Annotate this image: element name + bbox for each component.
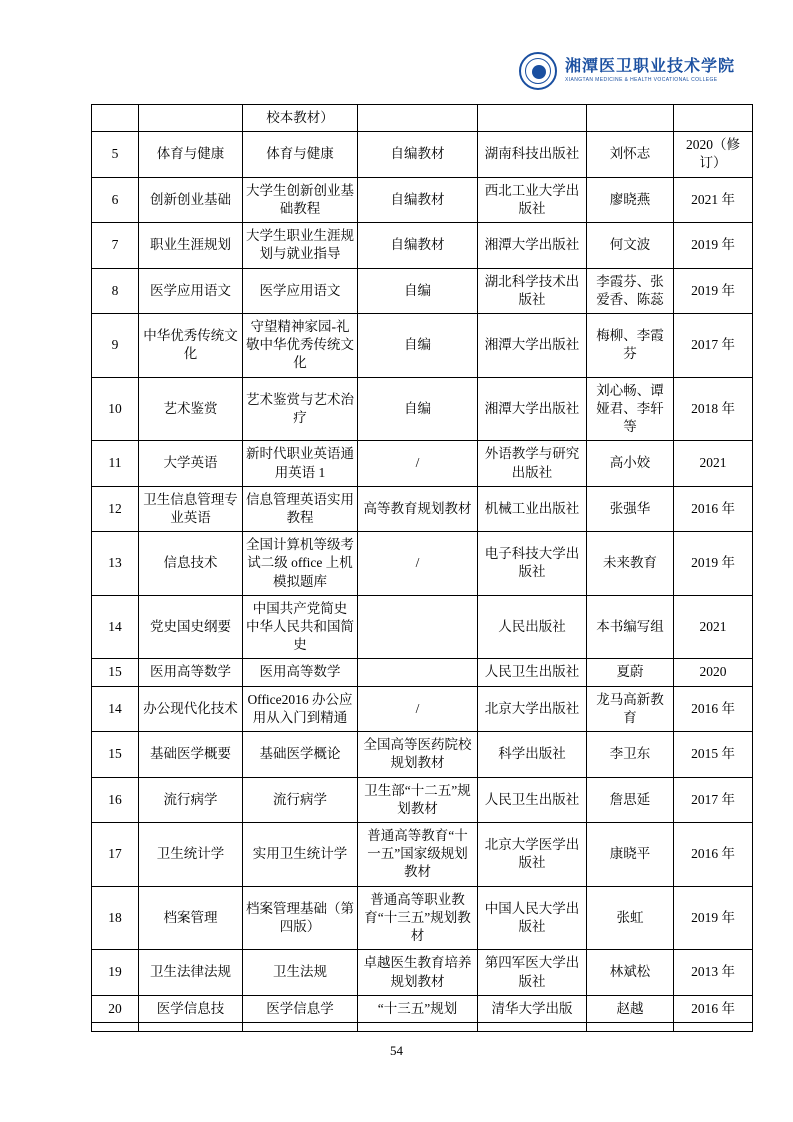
cell-press: 机械工业出版社 bbox=[478, 486, 587, 531]
cell-year: 2020 bbox=[674, 659, 753, 686]
cell-course: 办公现代化技术 bbox=[139, 686, 243, 731]
cell-year: 2019 年 bbox=[674, 268, 753, 313]
cell-book: 艺术鉴赏与艺术治疗 bbox=[243, 377, 358, 441]
cell-course: 信息技术 bbox=[139, 532, 243, 596]
table-row bbox=[92, 995, 753, 1022]
cell-book: 档案管理基础（第四版） bbox=[243, 886, 358, 950]
cell-press: 湖北科学技术出版社 bbox=[478, 268, 587, 313]
cell-type: 高等教育规划教材 bbox=[358, 486, 478, 531]
table-row bbox=[92, 223, 753, 268]
cell-book: 基础医学概论 bbox=[243, 732, 358, 777]
cell-course: 医学应用语文 bbox=[139, 268, 243, 313]
cell-book: 医用高等数学 bbox=[243, 659, 358, 686]
table-row bbox=[92, 659, 753, 686]
cell-year: 2021 bbox=[674, 441, 753, 486]
cell-author: 赵越 bbox=[587, 995, 674, 1022]
cell-no: 14 bbox=[92, 686, 139, 731]
cell-press: 北京大学医学出版社 bbox=[478, 823, 587, 887]
cell-type: / bbox=[358, 532, 478, 596]
cell-press: 湘潭大学出版社 bbox=[478, 377, 587, 441]
cell-no bbox=[92, 1022, 139, 1031]
cell-book: 卫生法规 bbox=[243, 950, 358, 995]
table-row bbox=[92, 686, 753, 731]
cell-no: 19 bbox=[92, 950, 139, 995]
cell-type: 自编教材 bbox=[358, 223, 478, 268]
cell-book: 体育与健康 bbox=[243, 132, 358, 177]
cell-year: 2017 年 bbox=[674, 777, 753, 822]
table-row bbox=[92, 950, 753, 995]
cell-author: 本书编写组 bbox=[587, 595, 674, 659]
cell-book: 新时代职业英语通用英语 1 bbox=[243, 441, 358, 486]
cell-no: 18 bbox=[92, 886, 139, 950]
cell-book: 医学信息学 bbox=[243, 995, 358, 1022]
cell-year: 2018 年 bbox=[674, 377, 753, 441]
cell-year: 2021 年 bbox=[674, 177, 753, 222]
logo-name-en: XIANGTAN MEDICINE & HEALTH VOCATIONAL COLLEGE bbox=[564, 76, 718, 83]
cell-course bbox=[139, 1022, 243, 1031]
cell-book: 医学应用语文 bbox=[243, 268, 358, 313]
cell-book: 全国计算机等级考试二级 office 上机模拟题库 bbox=[243, 532, 358, 596]
cell-author: 龙马高新教育 bbox=[587, 686, 674, 731]
table-row bbox=[92, 486, 753, 531]
cell-no: 15 bbox=[92, 659, 139, 686]
cell-press: 第四军医大学出版社 bbox=[478, 950, 587, 995]
cell-author: 康晓平 bbox=[587, 823, 674, 887]
cell-type: / bbox=[358, 686, 478, 731]
cell-no: 13 bbox=[92, 532, 139, 596]
cell-type: 卓越医生教育培养规划教材 bbox=[358, 950, 478, 995]
cell-year bbox=[674, 105, 753, 132]
cell-no: 9 bbox=[92, 313, 139, 377]
cell-year: 2019 年 bbox=[674, 223, 753, 268]
table-row bbox=[92, 268, 753, 313]
cell-course: 卫生统计学 bbox=[139, 823, 243, 887]
cell-author: 刘心畅、谭娅君、李轩等 bbox=[587, 377, 674, 441]
cell-type bbox=[358, 1022, 478, 1031]
cell-course bbox=[139, 105, 243, 132]
cell-book: 大学生职业生涯规划与就业指导 bbox=[243, 223, 358, 268]
cell-press: 清华大学出版 bbox=[478, 995, 587, 1022]
cell-author: 何文波 bbox=[587, 223, 674, 268]
cell-press: 北京大学出版社 bbox=[478, 686, 587, 731]
cell-no: 10 bbox=[92, 377, 139, 441]
cell-type: 自编 bbox=[358, 313, 478, 377]
cell-course: 流行病学 bbox=[139, 777, 243, 822]
cell-no: 6 bbox=[92, 177, 139, 222]
cell-author: 张强华 bbox=[587, 486, 674, 531]
cell-type: 自编 bbox=[358, 377, 478, 441]
cell-no: 15 bbox=[92, 732, 139, 777]
cell-year: 2016 年 bbox=[674, 486, 753, 531]
table-row bbox=[92, 886, 753, 950]
college-logo bbox=[519, 52, 735, 90]
cell-no: 16 bbox=[92, 777, 139, 822]
cell-press: 西北工业大学出版社 bbox=[478, 177, 587, 222]
cell-type bbox=[358, 105, 478, 132]
cell-no: 12 bbox=[92, 486, 139, 531]
table-row bbox=[92, 377, 753, 441]
logo-name-cn: 湘潭医卫职业技术学院 bbox=[564, 57, 735, 75]
cell-press: 人民出版社 bbox=[478, 595, 587, 659]
cell-author: 梅柳、李霞芬 bbox=[587, 313, 674, 377]
university-seal-icon bbox=[519, 52, 557, 90]
cell-type bbox=[358, 659, 478, 686]
cell-author: 高小姣 bbox=[587, 441, 674, 486]
cell-press: 中国人民大学出版社 bbox=[478, 886, 587, 950]
cell-course: 档案管理 bbox=[139, 886, 243, 950]
table-row bbox=[92, 105, 753, 132]
cell-author: 林斌松 bbox=[587, 950, 674, 995]
cell-no: 7 bbox=[92, 223, 139, 268]
cell-year: 2015 年 bbox=[674, 732, 753, 777]
cell-course: 医用高等数学 bbox=[139, 659, 243, 686]
cell-no: 5 bbox=[92, 132, 139, 177]
cell-no bbox=[92, 105, 139, 132]
cell-type: 普通高等职业教育“十三五”规划教材 bbox=[358, 886, 478, 950]
table-row bbox=[92, 132, 753, 177]
table-row bbox=[92, 823, 753, 887]
page-number: 54 bbox=[390, 1043, 403, 1058]
cell-author: 李卫东 bbox=[587, 732, 674, 777]
cell-course: 职业生涯规划 bbox=[139, 223, 243, 268]
cell-course: 卫生法律法规 bbox=[139, 950, 243, 995]
cell-book: 大学生创新创业基础教程 bbox=[243, 177, 358, 222]
cell-press: 科学出版社 bbox=[478, 732, 587, 777]
cell-course: 体育与健康 bbox=[139, 132, 243, 177]
cell-type bbox=[358, 595, 478, 659]
table-row bbox=[92, 1022, 753, 1031]
cell-no: 8 bbox=[92, 268, 139, 313]
cell-course: 中华优秀传统文化 bbox=[139, 313, 243, 377]
cell-press bbox=[478, 105, 587, 132]
cell-author: 张虹 bbox=[587, 886, 674, 950]
cell-press: 人民卫生出版社 bbox=[478, 659, 587, 686]
cell-course: 党史国史纲要 bbox=[139, 595, 243, 659]
cell-type: “十三五”规划 bbox=[358, 995, 478, 1022]
cell-year: 2021 bbox=[674, 595, 753, 659]
table-row bbox=[92, 313, 753, 377]
cell-book bbox=[243, 1022, 358, 1031]
cell-no: 11 bbox=[92, 441, 139, 486]
cell-author bbox=[587, 1022, 674, 1031]
cell-no: 17 bbox=[92, 823, 139, 887]
cell-year: 2020（修订） bbox=[674, 132, 753, 177]
cell-no: 14 bbox=[92, 595, 139, 659]
table-row bbox=[92, 595, 753, 659]
cell-book: 校本教材） bbox=[243, 105, 358, 132]
cell-year bbox=[674, 1022, 753, 1031]
textbook-table-container bbox=[91, 104, 740, 1032]
cell-type: 自编教材 bbox=[358, 132, 478, 177]
cell-course: 卫生信息管理专业英语 bbox=[139, 486, 243, 531]
cell-course: 大学英语 bbox=[139, 441, 243, 486]
cell-course: 艺术鉴赏 bbox=[139, 377, 243, 441]
cell-year: 2019 年 bbox=[674, 532, 753, 596]
cell-author bbox=[587, 105, 674, 132]
cell-course: 医学信息技 bbox=[139, 995, 243, 1022]
cell-year: 2016 年 bbox=[674, 995, 753, 1022]
cell-press bbox=[478, 1022, 587, 1031]
table-row bbox=[92, 732, 753, 777]
table-row bbox=[92, 532, 753, 596]
table-row bbox=[92, 441, 753, 486]
cell-author: 未来教育 bbox=[587, 532, 674, 596]
cell-book: 信息管理英语实用教程 bbox=[243, 486, 358, 531]
cell-press: 电子科技大学出版社 bbox=[478, 532, 587, 596]
cell-type: 普通高等教育“十一五”国家级规划教材 bbox=[358, 823, 478, 887]
cell-press: 湘潭大学出版社 bbox=[478, 313, 587, 377]
cell-press: 外语教学与研究出版社 bbox=[478, 441, 587, 486]
cell-type: 卫生部“十二五”规划教材 bbox=[358, 777, 478, 822]
cell-author: 詹思延 bbox=[587, 777, 674, 822]
cell-course: 创新创业基础 bbox=[139, 177, 243, 222]
cell-book: 实用卫生统计学 bbox=[243, 823, 358, 887]
cell-type: / bbox=[358, 441, 478, 486]
cell-no: 20 bbox=[92, 995, 139, 1022]
cell-book: Office2016 办公应用从入门到精通 bbox=[243, 686, 358, 731]
cell-author: 夏蔚 bbox=[587, 659, 674, 686]
cell-year: 2017 年 bbox=[674, 313, 753, 377]
cell-author: 李霞芬、张爱香、陈蕊 bbox=[587, 268, 674, 313]
cell-type: 自编 bbox=[358, 268, 478, 313]
cell-press: 湖南科技出版社 bbox=[478, 132, 587, 177]
textbook-table bbox=[91, 104, 753, 1032]
table-body bbox=[92, 105, 753, 1032]
logo-text-block bbox=[565, 59, 735, 83]
cell-press: 人民卫生出版社 bbox=[478, 777, 587, 822]
table-row bbox=[92, 777, 753, 822]
cell-course: 基础医学概要 bbox=[139, 732, 243, 777]
cell-year: 2016 年 bbox=[674, 823, 753, 887]
cell-book: 流行病学 bbox=[243, 777, 358, 822]
cell-book: 中国共产党简史 中华人民共和国简史 bbox=[243, 595, 358, 659]
cell-year: 2013 年 bbox=[674, 950, 753, 995]
cell-author: 刘怀志 bbox=[587, 132, 674, 177]
cell-type: 全国高等医药院校规划教材 bbox=[358, 732, 478, 777]
cell-type: 自编教材 bbox=[358, 177, 478, 222]
table-row bbox=[92, 177, 753, 222]
cell-press: 湘潭大学出版社 bbox=[478, 223, 587, 268]
cell-year: 2019 年 bbox=[674, 886, 753, 950]
cell-book: 守望精神家园-礼敬中华优秀传统文化 bbox=[243, 313, 358, 377]
cell-author: 廖晓燕 bbox=[587, 177, 674, 222]
cell-year: 2016 年 bbox=[674, 686, 753, 731]
